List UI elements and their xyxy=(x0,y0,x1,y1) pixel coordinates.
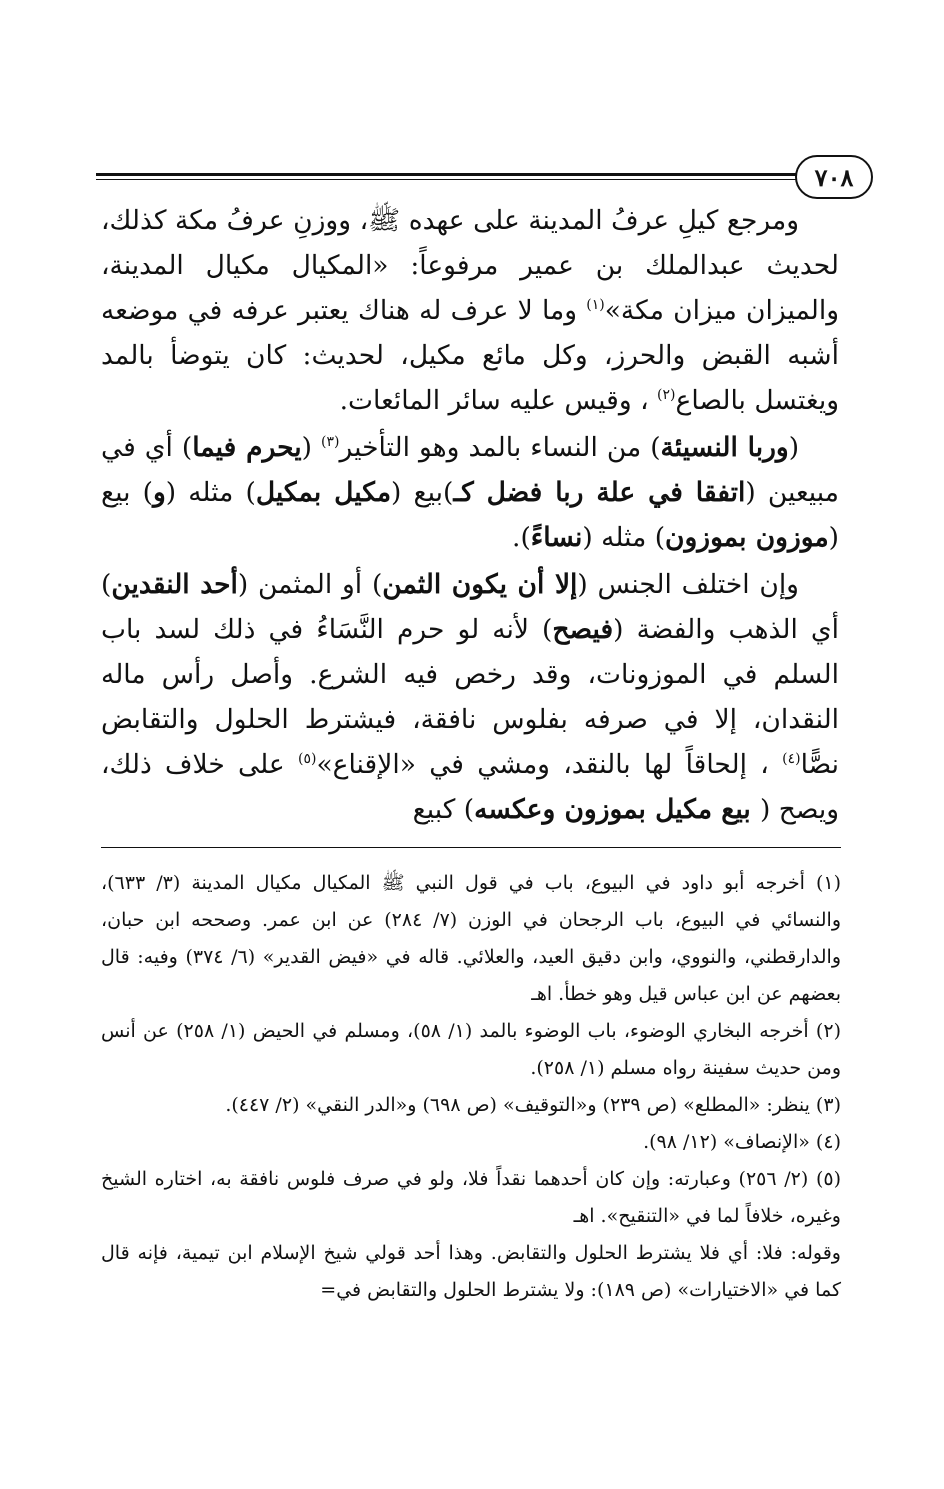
footnote-5-continued: وقوله: فلا: أي فلا يشترط الحلول والتقابض. وهذا أحد قولي شيخ الإسلام ابن تيمية، فإنه قال كما في «الاختيارات» (ص ١٨٩): ولا يشترط الحلول والتقابض في= xyxy=(101,1242,841,1301)
bold-term: إلا أن يكون الثمن xyxy=(382,569,578,600)
footnote-5: (٥) (٢/ ٢٥٦) وعبارته: وإن كان أحدهما نقداً فلا، ولو في صرف فلوس نافقة به، اختاره الشيخ وغيره، خلافاً لما في «التنقيح». اهـ xyxy=(101,1168,841,1227)
footnote-ref-3: (٣) xyxy=(320,434,340,451)
footnote-2: (٢) أخرجه البخاري الوضوء، باب الوضوء بالمد (١/ ٥٨)، ومسلم في الحيض (١/ ٢٥٨) عن أنس ومن حديث سفينة رواه مسلم (١/ ٢٥٨). xyxy=(101,1020,841,1079)
paragraph-1: ومرجع كيلِ عرفُ المدينة على عهده ﷺ، ووزنِ عرفُ مكة كذلك، لحديث عبدالملك بن عمير مرفوعاً: «المكيال مكيال المدينة، والميزان ميزان مكة»$^{(١)}$ وما لا عرف له هناك يعتبر عرفه في موضعه أشبه القبض والحرز، وكل مائع مكيل، لحديث: كان يتوضأ بالمد ويغتسل بالصاع$^{(٢)}$ ، وقيس عليه سائر المائعات. xyxy=(101,205,839,416)
page-number: ٧٠٨ xyxy=(795,155,873,199)
bold-term: مكيل بمكيل xyxy=(255,477,392,508)
main-text xyxy=(101,198,839,832)
footnote-4: (٤) «الإنصاف» (١٢/ ٩٨). xyxy=(643,1131,841,1153)
bold-term: وربا النسيئة xyxy=(660,432,789,463)
bold-term: اتفقا في علة ربا فضل كـ xyxy=(453,477,746,508)
footnote-ref-5: (٥) xyxy=(297,751,317,768)
page-header xyxy=(96,150,873,200)
footnote-1: (١) أخرجه أبو داود في البيوع، باب في قول النبي ﷺ المكيال مكيال المدينة (٣/ ٦٣٣)، والنسائي في البيوع، باب الرجحان في الوزن (٧/ ٢٨٤) عن ابن عمر. وصححه ابن حبان، والدارقطني، والنووي، وابن دقيق العيد، والعلائي. قاله في «فيض القدير» (٦/ ٣٧٤) وفيه: قال بعضهم عن ابن عباس قيل وهو خطأ. اهـ xyxy=(101,872,842,1005)
bold-term: أحد النقدين xyxy=(111,569,238,600)
footnotes xyxy=(101,865,841,1309)
bold-term: و xyxy=(152,477,166,508)
bold-term: بيع مكيل بموزون وعكسه xyxy=(474,794,760,825)
footnote-ref-1: (١) xyxy=(586,297,605,314)
footnote-3: (٣) ينظر: «المطلع» (ص ٢٣٩) و«التوقيف» (ص ٦٩٨) و«الدر النقي» (٢/ ٤٤٧). xyxy=(225,1094,841,1116)
bold-term: فيصح xyxy=(552,614,614,645)
footnote-ref-2: (٢) xyxy=(657,387,676,404)
footnote-separator xyxy=(101,847,841,848)
paragraph-3: وإن اختلف الجنس (إلا أن يكون الثمن) أو المثمن (أحد النقدين) أي الذهب والفضة (فيصح) لأنه لو حرم النَّسَاءُ في ذلك لسد باب السلم في الموزونات، وقد رخص فيه الشرع. وأصل رأس ماله النقدان، إلا في صرفه بفلوس نافقة، فيشترط الحلول والتقابض نصًّا$^{(٤)}$ ، إلحاقاً لها بالنقد، ومشي في «الإقناع»$^{(٥)}$ على خلاف ذلك، ويصح ( بيع مكيل بموزون وعكسه) كبيع xyxy=(101,569,839,825)
header-rule-thin xyxy=(96,179,803,180)
bold-term: موزون بموزون xyxy=(665,522,829,553)
footnote-ref-4: (٤) xyxy=(782,751,801,768)
bold-term: يحرم فيما xyxy=(192,432,302,463)
paragraph-2: (وربا النسيئة) من النساء بالمد وهو التأخير$^{(٣)}$ (يحرم فيما) أي في مبيعين (اتفقا في علة ربا فضل كـ)بيع (مكيل بمكيل) مثله (و) بيع (موزون بموزون) مثله (نساءً). xyxy=(101,432,839,553)
bold-term: نساءً xyxy=(530,522,583,553)
header-rule xyxy=(96,173,803,176)
